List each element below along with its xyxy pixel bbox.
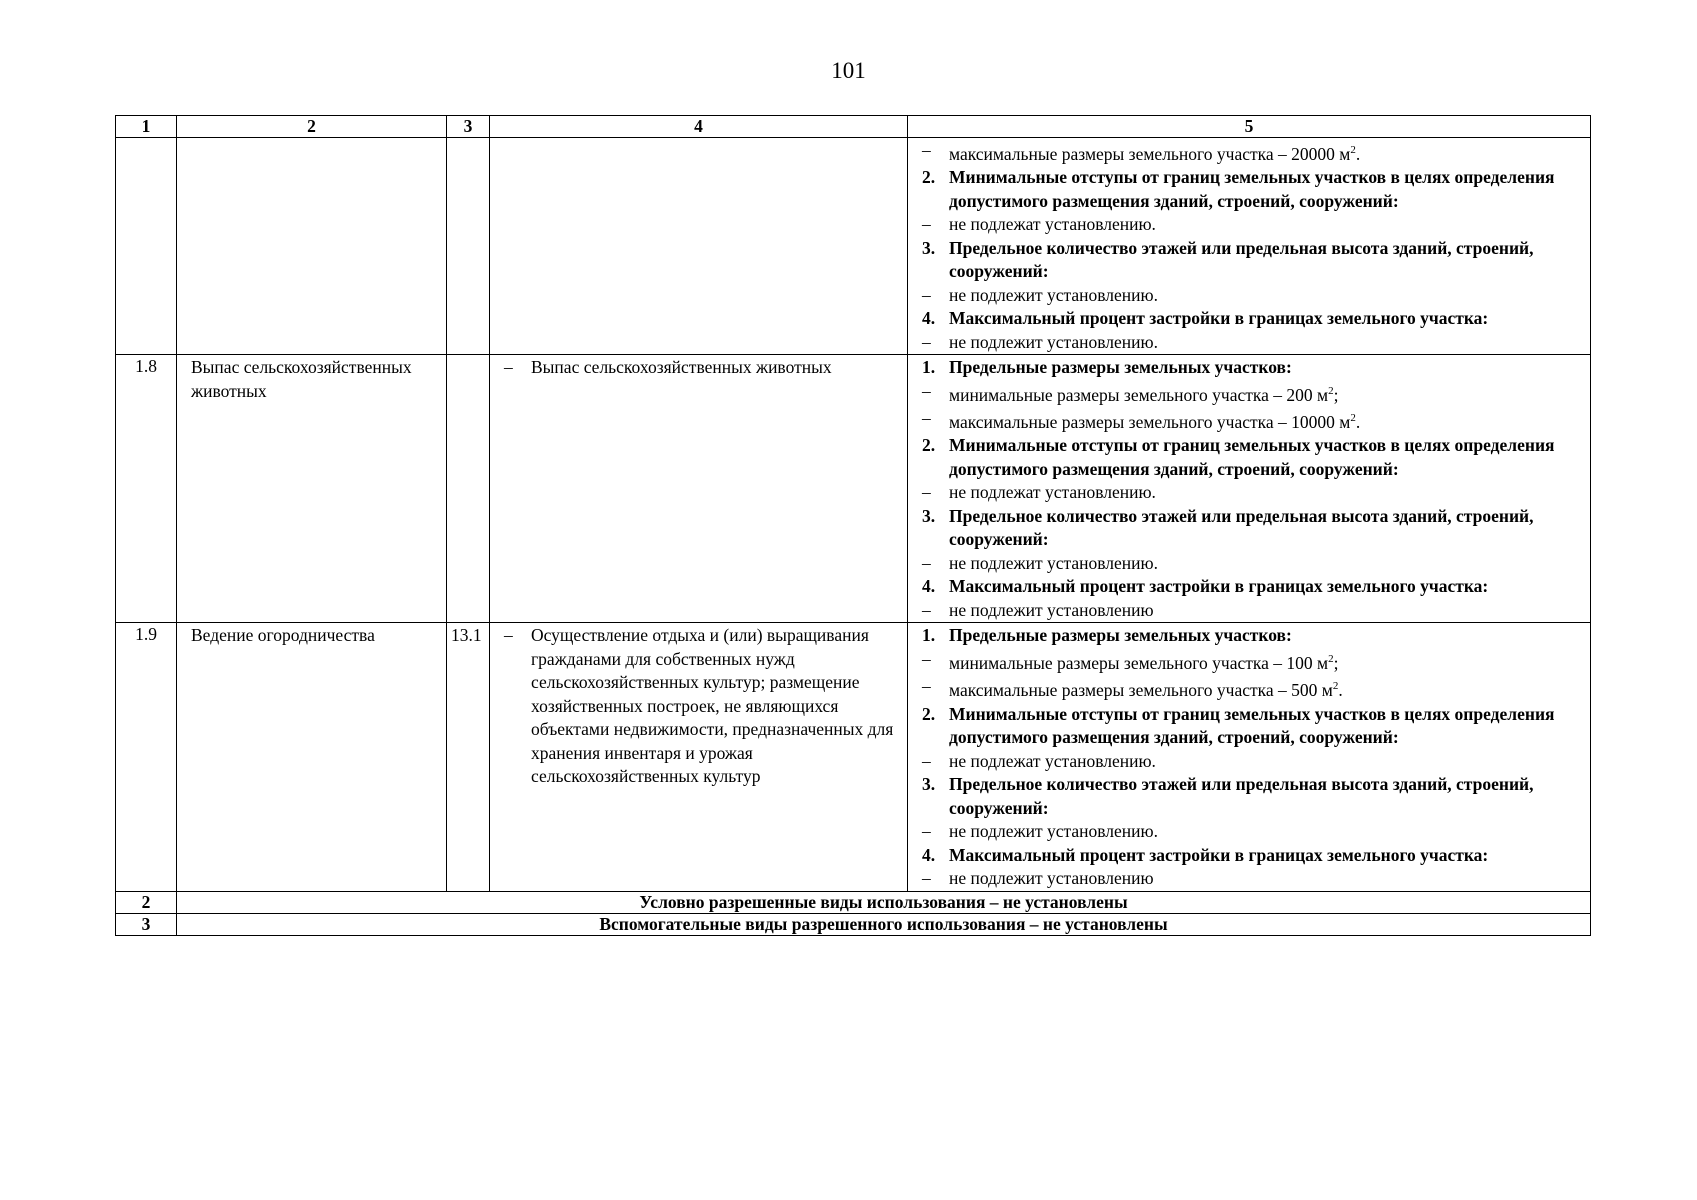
parameter-text <box>949 750 1584 774</box>
parameter-text-main: Предельное количество этажей или предельная высота зданий, строений, сооружений: <box>949 237 1534 282</box>
parameter-value <box>922 331 1584 355</box>
list-marker: 2. <box>922 435 936 456</box>
parameter-text-main: не подлежит установлению. <box>949 821 1158 842</box>
parameter-text <box>949 844 1584 868</box>
parameter-text <box>949 599 1584 623</box>
parameter-text-main: Предельные размеры земельных участков: <box>949 625 1292 646</box>
parameters-cell <box>908 623 1591 891</box>
parameter-text-tail: ; <box>1333 384 1339 405</box>
list-marker: 3. <box>922 505 936 526</box>
parameter-value <box>922 139 1584 166</box>
parameter-value <box>922 675 1584 702</box>
parameters-cell <box>908 138 1591 355</box>
parameter-text <box>949 284 1584 308</box>
parameter-heading <box>922 434 1584 481</box>
section-row <box>116 891 1591 913</box>
use-description <box>490 138 908 355</box>
unit-superscript: 2 <box>1328 384 1334 397</box>
list-marker: – <box>922 408 931 429</box>
parameter-value <box>922 213 1584 237</box>
parameter-text-main: максимальные размеры земельного участка – 20000 м <box>949 143 1351 164</box>
parameter-text-main: максимальные размеры земельного участка – 10000 м <box>949 411 1351 432</box>
parameter-text-main: Предельное количество этажей или предельная высота зданий, строений, сооружений: <box>949 774 1534 818</box>
list-marker: – <box>922 599 931 620</box>
parameter-heading <box>922 356 1584 380</box>
section-title: Условно разрешенные виды использования – не установлены <box>177 891 1591 913</box>
list-marker: 4. <box>922 576 936 597</box>
section-title: Вспомогательные виды разрешенного использования – не установлены <box>177 913 1591 935</box>
parameter-text-tail: . <box>1355 143 1361 164</box>
parameter-value <box>922 820 1584 844</box>
parameter-text-main: не подлежат установлению. <box>949 750 1156 771</box>
classifier-code: 13.1 <box>447 623 490 891</box>
parameter-text-main: не подлежит установлению. <box>949 284 1158 305</box>
list-marker: – <box>922 868 931 889</box>
list-marker: 4. <box>922 308 936 329</box>
unit-superscript: 2 <box>1350 144 1356 156</box>
list-marker: 1. <box>922 625 936 646</box>
parameter-text-tail: . <box>1355 411 1361 432</box>
parameter-text <box>949 139 1584 166</box>
list-marker: – <box>922 284 931 305</box>
parameter-text <box>949 624 1584 648</box>
column-header: 2 <box>177 116 447 138</box>
column-header: 5 <box>908 116 1591 138</box>
parameter-text-main: Минимальные отступы от границ земельных участков в целях определения допустимого размещения зданий, строений, сооружений: <box>949 703 1555 748</box>
list-marker: – <box>922 552 931 573</box>
list-marker: 3. <box>922 237 936 258</box>
list-marker: – <box>922 821 931 842</box>
parameter-text-main: Максимальный процент застройки в границах земельного участка: <box>949 844 1489 865</box>
parameter-text <box>949 166 1584 213</box>
section-number: 2 <box>116 891 177 913</box>
parameter-text <box>949 380 1584 407</box>
parameter-text-main: Минимальные отступы от границ земельных участков в целях определения допустимого размещения зданий, строений, сооружений: <box>949 167 1555 211</box>
parameter-text <box>949 307 1584 331</box>
unit-superscript: 2 <box>1328 652 1334 665</box>
page-number: 101 <box>831 58 866 83</box>
list-marker: – <box>922 380 931 401</box>
parameters-cell <box>908 355 1591 623</box>
list-marker: – <box>922 140 931 160</box>
parameter-text-main: не подлежат установлению. <box>949 214 1156 235</box>
parameter-text <box>949 407 1584 434</box>
section-number: 3 <box>116 913 177 935</box>
parameter-text-main: Максимальный процент застройки в границах земельного участка: <box>949 308 1489 329</box>
parameter-heading <box>922 773 1584 820</box>
parameter-text <box>949 356 1584 380</box>
parameter-text <box>949 237 1584 284</box>
parameter-text-main: Предельное количество этажей или предельная высота зданий, строений, сооружений: <box>949 505 1534 550</box>
parameter-heading <box>922 505 1584 552</box>
parameter-value <box>922 750 1584 774</box>
parameter-text <box>949 552 1584 576</box>
parameter-value <box>922 867 1584 891</box>
parameter-text-main: Максимальный процент застройки в границах земельного участка: <box>949 576 1489 597</box>
use-description <box>490 623 908 891</box>
use-type-name <box>177 138 447 355</box>
description-item <box>504 624 901 789</box>
parameter-value <box>922 407 1584 434</box>
list-marker: – <box>922 750 931 771</box>
description-text: Выпас сельскохозяйственных животных <box>531 357 832 378</box>
list-marker: – <box>922 331 931 352</box>
list-marker: – <box>922 214 931 235</box>
use-description <box>490 355 908 623</box>
list-marker: – <box>922 676 931 697</box>
parameter-text <box>949 703 1584 750</box>
parameter-text-main: минимальные размеры земельного участка – 200 м <box>949 384 1329 405</box>
parameter-text-main: не подлежат установлению. <box>949 482 1156 503</box>
list-marker: 2. <box>922 703 936 724</box>
row-number: 1.9 <box>116 623 177 891</box>
parameter-text-main: не подлежит установлению <box>949 868 1154 889</box>
parameter-text <box>949 773 1584 820</box>
list-marker: 1. <box>922 357 936 378</box>
parameter-value <box>922 599 1584 623</box>
parameter-text <box>949 505 1584 552</box>
parameter-text <box>949 867 1584 891</box>
description-text: Осуществление отдыха и (или) выращивания гражданами для собственных нужд сельскохозяйственных культур; размещение хозяйственных построек, не являющихся объектами недвижимости, предназначенных для хранения инвентаря и урожая сельскохозяйственных культур <box>531 625 894 787</box>
unit-superscript: 2 <box>1350 412 1356 425</box>
parameter-text-main: минимальные размеры земельного участка – 100 м <box>949 652 1329 673</box>
parameter-text <box>949 648 1584 675</box>
column-header: 4 <box>490 116 908 138</box>
table-header-row <box>116 116 1591 138</box>
column-header: 3 <box>447 116 490 138</box>
parameter-text <box>949 675 1584 702</box>
parameter-text-main: не подлежит установлению. <box>949 331 1158 352</box>
land-use-table <box>115 115 1591 936</box>
parameter-text <box>949 820 1584 844</box>
table-row <box>116 138 1591 355</box>
parameter-text-tail: . <box>1338 680 1343 701</box>
parameter-text <box>949 213 1584 237</box>
classifier-code <box>447 355 490 623</box>
parameter-text <box>949 434 1584 481</box>
parameter-text-main: Минимальные отступы от границ земельных участков в целях определения допустимого размещения зданий, строений, сооружений: <box>949 435 1555 479</box>
dash-marker: – <box>504 625 513 646</box>
parameter-value <box>922 552 1584 576</box>
table-row <box>116 355 1591 623</box>
parameter-heading <box>922 166 1584 213</box>
list-marker: 3. <box>922 774 936 795</box>
parameter-value <box>922 380 1584 407</box>
parameter-text-tail: ; <box>1333 652 1339 673</box>
parameter-heading <box>922 844 1584 868</box>
list-marker: – <box>922 482 931 503</box>
parameter-text <box>949 481 1584 505</box>
parameter-heading <box>922 703 1584 750</box>
parameter-value <box>922 648 1584 675</box>
classifier-code <box>447 138 490 355</box>
row-number: 1.8 <box>116 355 177 623</box>
table-row <box>116 623 1591 891</box>
parameter-heading <box>922 575 1584 599</box>
parameter-text-main: Предельные размеры земельных участков: <box>949 357 1292 378</box>
use-type-name: Выпас сельскохозяйственных животных <box>177 355 447 623</box>
parameter-heading <box>922 307 1584 331</box>
list-marker: – <box>922 648 931 669</box>
parameter-text-main: максимальные размеры земельного участка – 500 м <box>949 680 1333 701</box>
list-marker: 4. <box>922 844 936 865</box>
parameter-heading <box>922 624 1584 648</box>
section-row <box>116 913 1591 935</box>
dash-marker: – <box>504 357 513 378</box>
parameter-heading <box>922 237 1584 284</box>
column-header: 1 <box>116 116 177 138</box>
parameter-text <box>949 331 1584 355</box>
parameter-text-main: не подлежит установлению. <box>949 552 1158 573</box>
parameter-text <box>949 575 1584 599</box>
unit-superscript: 2 <box>1332 680 1339 693</box>
parameter-value <box>922 481 1584 505</box>
list-marker: 2. <box>922 167 936 188</box>
parameter-value <box>922 284 1584 308</box>
description-item <box>504 356 901 380</box>
parameter-text-main: не подлежит установлению <box>949 599 1154 620</box>
use-type-name: Ведение огородничества <box>177 623 447 891</box>
row-number <box>116 138 177 355</box>
